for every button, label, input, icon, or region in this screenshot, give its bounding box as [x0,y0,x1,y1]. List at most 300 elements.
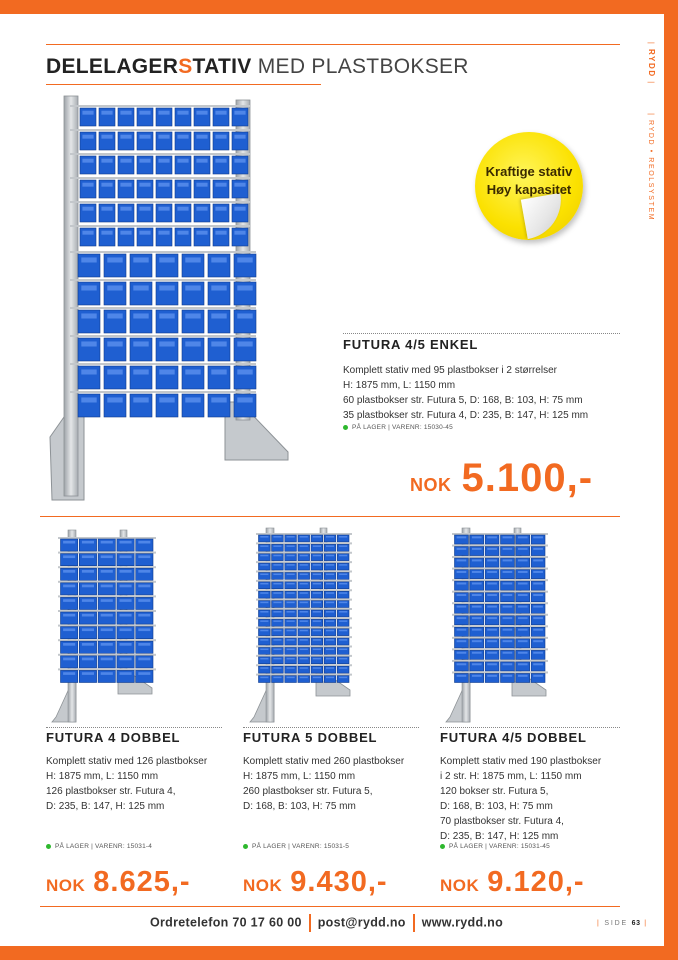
bin-label-slot [487,536,497,538]
bin-label-slot [138,570,150,573]
bin-label-slot [457,571,467,573]
bin-label-slot [101,159,112,163]
small-bin [175,108,191,126]
bin-label-slot [300,564,308,566]
small-bin [99,132,115,150]
bin-label-slot [472,640,482,642]
bin-label-slot [300,583,308,585]
bin-label-slot [63,672,75,675]
bin-label-slot [260,592,268,594]
bin-label-slot [472,559,482,561]
bin-label-slot [101,643,113,646]
bin-label-slot [215,231,226,235]
bin-label-slot [234,207,245,211]
bin-label-slot [158,111,169,115]
small-bin [232,108,248,126]
bin-label-slot [518,594,528,596]
rack-futura-4-dobbel-illustration [48,522,168,728]
bin-label-slot [185,341,200,346]
bin-label-slot [300,620,308,622]
small-bin [194,108,210,126]
bin-label-slot [300,545,308,547]
bin-label-slot [487,548,497,550]
bin-label-slot [139,231,150,235]
bin-label-slot [472,675,482,677]
bin [61,554,78,566]
bin-label-slot [518,559,528,561]
bin-label-slot [518,548,528,550]
footer-phone: Ordretelefon 70 17 60 00 [150,915,302,930]
bin-label-slot [300,630,308,632]
bin-label-slot [457,629,467,631]
bin [531,639,545,648]
bin [531,547,545,556]
small-bin [118,132,134,150]
product-3-price: NOK 9.120,- [440,866,585,898]
bin-label-slot [339,677,347,679]
bin-label-slot [107,285,122,290]
bin-label-slot [177,183,188,187]
bin-label-slot [339,649,347,651]
bin-label-slot [273,649,281,651]
product-1-description: Komplett stativ med 126 plastbokser H: 1875 mm, L: 1150 mm 126 plastbokser str. Futura 4, D: 235, B: 147, H: 125 mm [46,756,208,812]
bin-label-slot [211,369,226,374]
bin-label-slot [211,257,226,262]
bin-label-slot [159,369,174,374]
small-bin [99,108,115,126]
side-brand: | RYDD | | RYDD • REOLSYSTEM [647,42,656,222]
bin-label-slot [138,643,150,646]
bin-label-slot [119,628,131,631]
bin-label-slot [313,630,321,632]
bin-label-slot [326,620,334,622]
bin-label-slot [518,629,528,631]
bin-label-slot [287,620,295,622]
bin-label-slot [503,652,513,654]
bin-label-slot [533,629,543,631]
bin-label-slot [120,231,131,235]
bin-label-slot [518,571,528,573]
louvre-rail [70,363,256,365]
louvre-rail [58,552,156,554]
bin-label-slot [234,135,245,139]
rack-single-illustration [40,92,300,512]
bin-label-slot [133,257,148,262]
bin-label-slot [158,159,169,163]
small-bin [213,108,229,126]
bin-label-slot [273,564,281,566]
bin-label-slot [533,617,543,619]
bin-label-slot [260,649,268,651]
featured-price: NOK 5.100,- [410,456,594,500]
bin-label-slot [518,663,528,665]
bin [117,627,134,639]
bin-label-slot [487,652,497,654]
bin-label-slot [287,574,295,576]
bin-label-slot [63,658,75,661]
small-bin [137,108,153,126]
bin-label-slot [487,583,497,585]
bin-label-slot [138,628,150,631]
bin [79,627,96,639]
bin-label-slot [518,536,528,538]
bin-label-slot [211,341,226,346]
bin-label-slot [82,159,93,163]
bin [470,570,484,579]
bin-label-slot [326,592,334,594]
bin [455,570,469,579]
bin-label-slot [139,111,150,115]
bin-label-slot [82,643,94,646]
bin-label-slot [457,640,467,642]
bin [470,627,484,636]
bin-label-slot [326,574,334,576]
bin-label-slot [138,672,150,675]
bin-label-slot [326,667,334,669]
bin-label-slot [339,667,347,669]
bin-label-slot [133,341,148,346]
bin-label-slot [273,620,281,622]
bin-label-slot [326,677,334,679]
bin [470,547,484,556]
featured-product-name: FUTURA 4/5 ENKEL [343,337,479,352]
bin [485,570,499,579]
rack-futura-45-dobbel-illustration [442,522,562,728]
bin [455,639,469,648]
bin-label-slot [159,341,174,346]
bin-label-slot [158,135,169,139]
featured-stock-status: PÅ LAGER | VARENR: 15030-45 [343,424,453,431]
bin-label-slot [120,207,131,211]
bin [485,558,499,567]
footer-website[interactable]: www.rydd.no [421,915,504,930]
bin-label-slot [503,594,513,596]
bin [98,583,115,595]
bin-label-slot [260,602,268,604]
bin [79,583,96,595]
bin-label-slot [237,369,252,374]
bin-label-slot [472,536,482,538]
bin-label-slot [133,397,148,402]
bin-label-slot [313,564,321,566]
bin-label-slot [287,536,295,538]
page-number: | SIDE 63 | [597,920,648,927]
bin-label-slot [107,369,122,374]
bin-label-slot [119,541,131,544]
bin-label-slot [107,313,122,318]
bin-label-slot [159,313,174,318]
small-bin [175,132,191,150]
bin-label-slot [101,207,112,211]
bin-label-slot [326,555,334,557]
bin-label-slot [472,606,482,608]
bin-label-slot [300,592,308,594]
bin-label-slot [287,583,295,585]
bin [136,627,153,639]
bin-label-slot [487,675,497,677]
small-bin [156,108,172,126]
bin-label-slot [457,606,467,608]
bin-label-slot [287,630,295,632]
bin-label-slot [101,541,113,544]
bin-label-slot [63,541,75,544]
bin-label-slot [177,159,188,163]
bin-label-slot [185,369,200,374]
bin-label-slot [503,571,513,573]
louvre-rail [58,654,156,656]
bin-label-slot [260,630,268,632]
product-1-price: NOK 8.625,- [46,866,191,898]
bin-label-slot [63,555,75,558]
bin-label-slot [196,135,207,139]
louvre-rail [70,279,256,281]
bin-label-slot [313,583,321,585]
bin-label-slot [101,111,112,115]
orange-frame-bottom [0,946,678,960]
bin-label-slot [503,640,513,642]
featured-divider [343,333,620,334]
bin [485,639,499,648]
bin-label-slot [273,667,281,669]
bin [136,554,153,566]
bin-label-slot [82,585,94,588]
bin [516,639,530,648]
bin-label-slot [533,559,543,561]
bin-label-slot [300,667,308,669]
bin [485,547,499,556]
bin-label-slot [237,397,252,402]
bin [516,627,530,636]
louvre-rail [70,105,250,107]
bin [531,627,545,636]
bin-label-slot [82,599,94,602]
bin-label-slot [63,643,75,646]
bin-label-slot [63,570,75,573]
bin-label-slot [101,570,113,573]
bin-label-slot [260,639,268,641]
bin-label-slot [326,639,334,641]
bin-label-slot [503,629,513,631]
bin-label-slot [196,207,207,211]
louvre-rail [452,556,548,558]
product-3-divider [440,727,620,728]
bin-label-slot [518,606,528,608]
bin-label-slot [119,570,131,573]
bin-label-slot [234,183,245,187]
bin-label-slot [487,571,497,573]
bin-label-slot [533,548,543,550]
bin-label-slot [138,658,150,661]
bin-label-slot [457,548,467,550]
bin-label-slot [81,397,96,402]
bin-label-slot [81,285,96,290]
bin-label-slot [533,594,543,596]
louvre-rail [70,251,256,253]
bin-label-slot [260,536,268,538]
bin-label-slot [107,257,122,262]
bin-label-slot [101,555,113,558]
bin-label-slot [82,111,93,115]
bin-label-slot [472,663,482,665]
bin-label-slot [326,583,334,585]
bin-label-slot [287,639,295,641]
bin-label-slot [300,658,308,660]
bin-label-slot [185,313,200,318]
bin-label-slot [260,555,268,557]
bin-label-slot [533,583,543,585]
bin-label-slot [533,652,543,654]
small-bin [156,132,172,150]
brand-line: RYDD • REOLSYSTEM [647,120,654,222]
bin-label-slot [119,555,131,558]
bin-label-slot [273,677,281,679]
footer-rule [40,906,620,907]
bin [61,583,78,595]
small-bin [118,108,134,126]
bin [117,554,134,566]
bin-label-slot [339,564,347,566]
in-stock-dot-icon [343,425,348,430]
bin-label-slot [300,639,308,641]
bin-label-slot [472,617,482,619]
bin-label-slot [503,663,513,665]
louvre-rail [70,391,256,393]
bin-label-slot [533,663,543,665]
bin-label-slot [177,111,188,115]
bin-label-slot [287,677,295,679]
bin [516,558,530,567]
bin-label-slot [82,570,94,573]
bin-label-slot [138,614,150,617]
bin-label-slot [260,574,268,576]
bin [136,583,153,595]
in-stock-dot-icon [46,844,51,849]
bin-label-slot [101,231,112,235]
bin-label-slot [273,611,281,613]
bin-label-slot [518,652,528,654]
bin-label-slot [215,183,226,187]
bin-label-slot [313,602,321,604]
bin-label-slot [196,231,207,235]
bin-label-slot [101,585,113,588]
bin [98,554,115,566]
bin-label-slot [211,313,226,318]
bin-label-slot [503,675,513,677]
bin-label-slot [287,564,295,566]
title-top-rule [46,44,620,45]
bin-label-slot [300,536,308,538]
bin-label-slot [273,545,281,547]
bin-label-slot [339,555,347,557]
bin-label-slot [82,614,94,617]
bin-label-slot [63,599,75,602]
louvre-rail [452,637,548,639]
bin-label-slot [457,675,467,677]
bin-label-slot [313,545,321,547]
product-3-description: Komplett stativ med 190 plastbokser i 2 str. H: 1875 mm, L: 1150 mm 120 bokser str. Futura 5, D: 168, B: 103, H: 75 mm 70 plastbokser str. Futura 4, D: 235, B: 147, H: 125 mm [440,756,602,842]
bin [136,656,153,668]
bin [455,547,469,556]
bin-label-slot [139,183,150,187]
bin-label-slot [487,559,497,561]
bin-label-slot [63,585,75,588]
bin-label-slot [339,630,347,632]
bin-label-slot [287,545,295,547]
bin-label-slot [234,111,245,115]
bin-label-slot [326,564,334,566]
bin-label-slot [457,559,467,561]
bin-label-slot [313,555,321,557]
bin-label-slot [196,111,207,115]
bin-label-slot [487,594,497,596]
bin-label-slot [457,594,467,596]
sticker-text: Kraftige stativ Høy kapasitet [485,164,573,197]
bin-label-slot [82,555,94,558]
bin-label-slot [339,574,347,576]
bin-label-slot [139,207,150,211]
bin-label-slot [260,677,268,679]
bin-label-slot [300,677,308,679]
bin-label-slot [326,536,334,538]
bin-label-slot [273,658,281,660]
bin-label-slot [503,617,513,619]
bin-label-slot [326,630,334,632]
bin-label-slot [215,159,226,163]
bin-label-slot [158,183,169,187]
bin-label-slot [139,135,150,139]
bin-label-slot [237,341,252,346]
bin-label-slot [339,592,347,594]
bin [516,570,530,579]
footer-email[interactable]: post@rydd.no [317,915,406,930]
bin-label-slot [273,630,281,632]
bin-label-slot [177,207,188,211]
bin-label-slot [313,611,321,613]
section-divider [40,516,620,517]
bin [455,627,469,636]
featured-description: Komplett stativ med 95 plastbokser i 2 størrelser H: 1875 mm, L: 1150 mm 60 plastbokser str. Futura 5, D: 168, B: 103, H: 75 mm 35 plastbokser str. Futura 4, D: 235, B: 147, H: 125 mm [343,365,589,421]
louvre-rail [58,625,156,627]
bin-label-slot [503,583,513,585]
bin [516,547,530,556]
bin-label-slot [287,602,295,604]
bin-label-slot [138,585,150,588]
bin-label-slot [138,541,150,544]
bin-label-slot [101,658,113,661]
bin-label-slot [339,583,347,585]
bin-label-slot [313,620,321,622]
bin-label-slot [503,548,513,550]
bin-label-slot [133,285,148,290]
bin-label-slot [119,585,131,588]
in-stock-dot-icon [243,844,248,849]
footer-separator [309,914,311,932]
bin-label-slot [82,628,94,631]
footer-contact [150,914,503,932]
bin-label-slot [339,536,347,538]
bin [501,639,515,648]
bin [485,627,499,636]
bin-label-slot [273,583,281,585]
bin-label-slot [339,611,347,613]
bin-label-slot [457,536,467,538]
bin-label-slot [234,159,245,163]
bin-label-slot [260,564,268,566]
bin-label-slot [260,545,268,547]
bin-label-slot [101,135,112,139]
bin-label-slot [518,640,528,642]
bin-label-slot [138,599,150,602]
